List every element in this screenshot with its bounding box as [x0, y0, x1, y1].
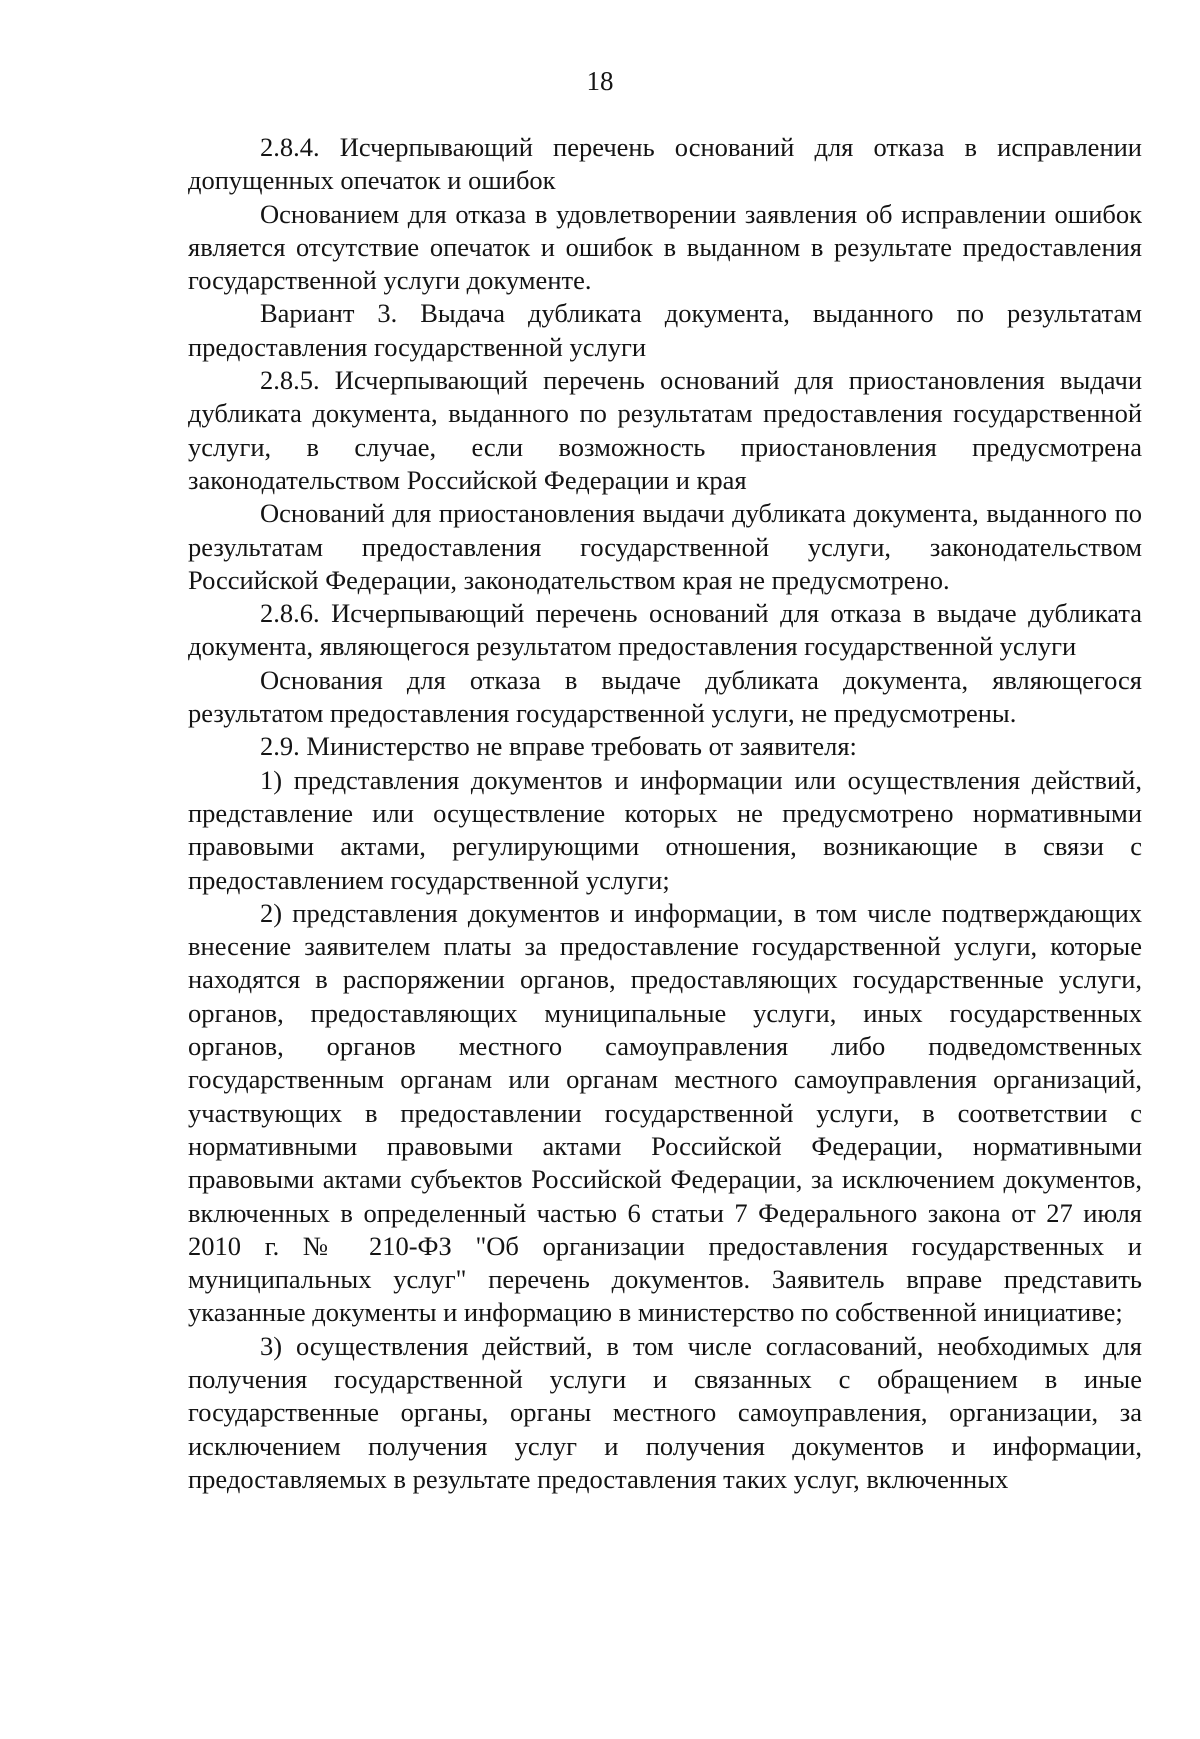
list-item-3: 3) осуществления действий, в том числе согласований, необходимых для получения государственной услуги и связанных с обращением в иные государственные органы, органы местного самоуправления, организации, за исключением получения услуг и получения документов и информации, предоставляемых в результате предоставления таких услуг, включенных: [188, 1330, 1142, 1494]
section-2-8-6-heading: 2.8.6. Исчерпывающий перечень оснований для отказа в выдаче дубликата документа, являющегося результатом предоставления государственной услуги: [188, 598, 1142, 662]
section-2-8-4-text: Основанием для отказа в удовлетворении заявления об исправлении ошибок является отсутствие опечаток и ошибок в выданном в результате предоставления государственной услуги документе.: [188, 198, 1142, 296]
variant-3-heading: Вариант 3. Выдача дубликата документа, выданного по результатам предоставления государственной услуги: [188, 298, 1142, 362]
section-2-8-5-text: Оснований для приостановления выдачи дубликата документа, выданного по результатам предоставления государственной услуги, законодательством Российской Федерации, законодательством края не предусмотрено.: [188, 498, 1142, 595]
list-item-2: 2) представления документов и информации, в том числе подтверждающих внесение заявителем платы за предоставление государственной услуги, которые находятся в распоряжении органов, предоставляющих государственные услуги, органов, предоставляющих муниципальные услуги, иных государственных органов, органов местного самоуправления либо подведомственных государственным органам или органам местного самоуправления организаций, участвующих в предоставлении государственной услуги, в соответствии с нормативными правовыми актами Российской Федерации, нормативными правовыми актами субъектов Российской Федерации, за исключением документов, включенных в определенный частью 6 статьи 7 Федерального закона от 27 июля 2010 г. № 210-ФЗ "Об организации предоставления государственных и муниципальных услуг" перечень документов. Заявитель вправе представить указанные документы и информацию в министерство по собственной инициативе;: [188, 897, 1142, 1328]
section-2-8-5-heading: 2.8.5. Исчерпывающий перечень оснований для приостановления выдачи дубликата документа, выданного по результатам предоставления государственной услуги, в случае, если возможность приостановления предусмотрена законодательством Российской Федерации и края: [188, 365, 1142, 495]
document-body: [188, 131, 1142, 1496]
section-2-9-intro: 2.9. Министерство не вправе требовать от заявителя:: [260, 731, 857, 762]
list-item-1: 1) представления документов и информации или осуществления действий, представление или осуществление которых не предусмотрено нормативными правовыми актами, регулирующими отношения, возникающие в связи с предоставлением государственной услуги;: [188, 764, 1142, 895]
section-2-8-4-heading: 2.8.4. Исчерпывающий перечень оснований для отказа в исправлении допущенных опечаток и ошибок: [188, 132, 1142, 196]
section-2-8-6-text: Основания для отказа в выдаче дубликата документа, являющегося результатом предоставления государственной услуги, не предусмотрены.: [188, 664, 1142, 729]
page-number: 18: [586, 66, 614, 96]
